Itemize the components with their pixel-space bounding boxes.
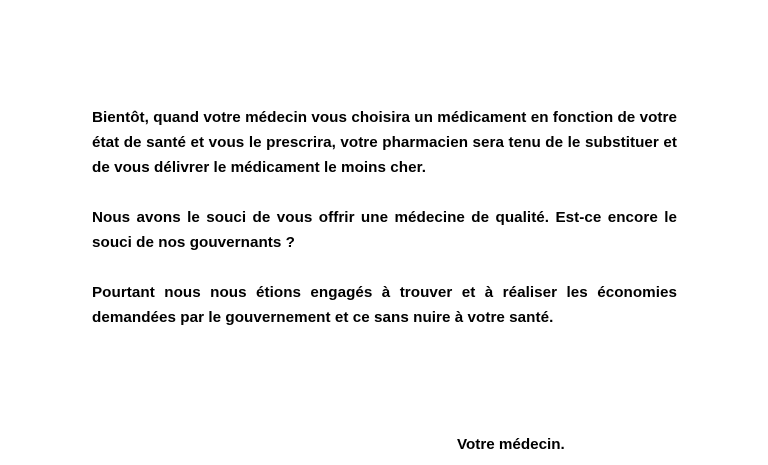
paragraph-substitution: Bientôt, quand votre médecin vous choisira un médicament en fonction de votre état de santé et vous le prescrira, votre pharmacien sera tenu de le substituer et de vous délivrer le médicament le moins cher.: [92, 109, 677, 176]
paragraph-quality: Nous avons le souci de vous offrir une médecine de qualité. Est-ce encore le souci de nos gouvernants ?: [92, 209, 677, 251]
paragraph-savings: Pourtant nous nous étions engagés à trouver et à réaliser les économies demandées par le gouvernement et ce sans nuire à votre santé.: [92, 284, 677, 326]
signature: Votre médecin.: [457, 436, 565, 453]
letter-body: [92, 105, 677, 330]
